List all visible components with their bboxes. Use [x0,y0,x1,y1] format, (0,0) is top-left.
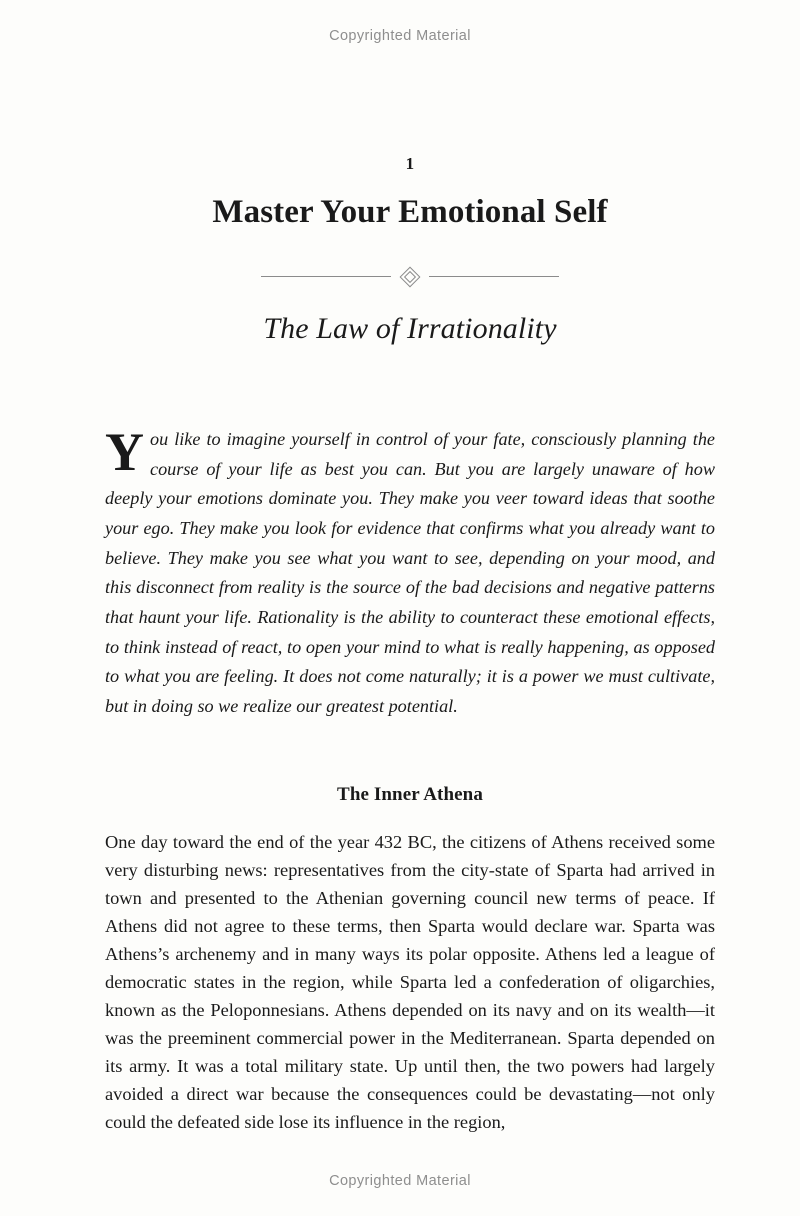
epigraph-text: ou like to imagine yourself in control of your fate, consciously planning the course of your life as best you can. But you are largely unaware of how deeply your emotions dominate you. They make you veer toward ideas that soothe your ego. They make you look for evidence that confirms what you already want to believe. They make you see what you want to see, depending on your mood, and this disconnect from reality is the source of the bad decisions and negative patterns that haunt your life. Rationality is the ability to counteract these emotional effects, to think instead of react, to open your mind to what is really happening, as opposed to what you are feeling. It does not come naturally; it is a power we must cultivate, but in doing so we realize our greatest potential. [105,428,715,716]
section-heading: The Inner Athena [337,783,483,805]
text-column [105,0,715,1155]
body-paragraph: One day toward the end of the year 432 BC, the citizens of Athens received some very disturbing news: representatives from the city-state of Sparta had arrived in town and presented to the Athenian governing council new terms of peace. If Athens did not agree to these terms, then Sparta would declare war. Sparta was Athens’s archenemy and in many ways its polar opposite. Athens led a league of democratic states in the region, while Sparta led a confederation of oligarchies, known as the Peloponnesians. Athens depended on its navy and on its wealth—it was the preeminent commercial power in the Mediterranean. Sparta depended on its army. It was a total military state. Up until then, the two powers had largely avoided a direct war because the consequences could be devastating—not only could the defeated side lose its influence in the region, [105,831,715,1133]
chapter-subtitle: The Law of Irrationality [263,311,557,345]
copyright-watermark-bottom: Copyrighted Material [329,1173,471,1189]
divider-rule-right [429,276,559,277]
epigraph-paragraph [105,421,715,722]
diamond-ornament-icon [391,266,429,288]
divider-rule-left [261,276,391,277]
ornamental-divider [105,267,715,287]
page-title: Master Your Emotional Self [212,194,608,230]
drop-cap: Y [105,421,144,482]
copyright-watermark-top: Copyrighted Material [329,28,471,44]
chapter-number: 1 [405,154,415,173]
